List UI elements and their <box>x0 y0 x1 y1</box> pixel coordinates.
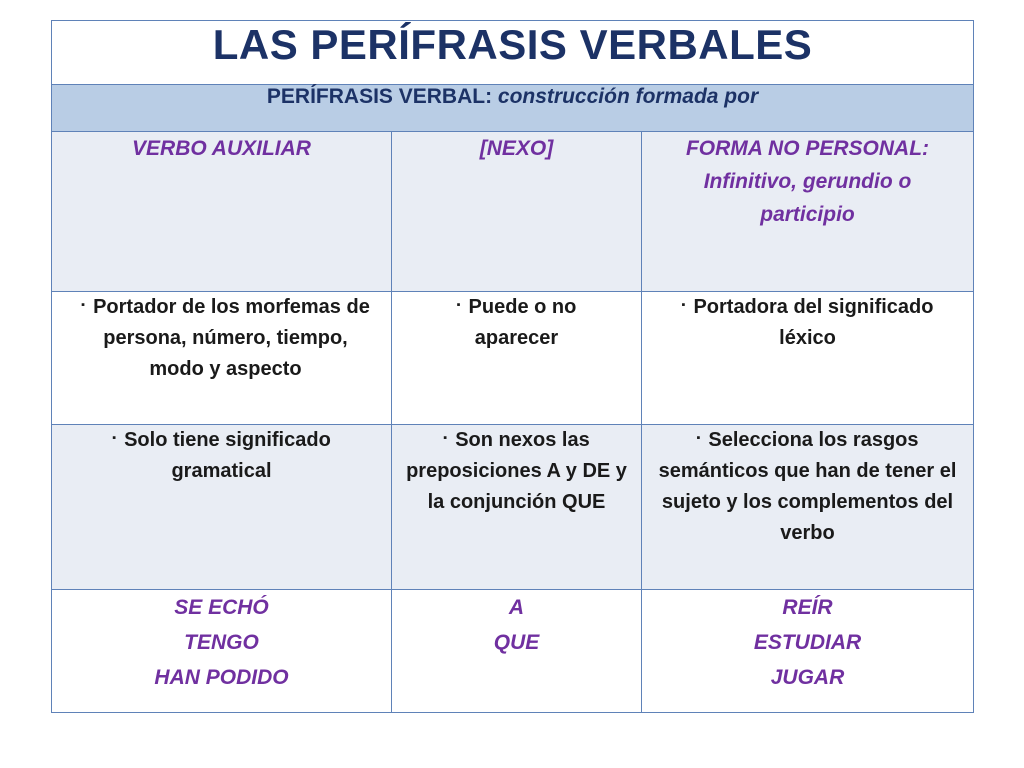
features-cell <box>52 425 392 590</box>
definition-row <box>52 85 974 132</box>
header-label: VERBO AUXILIAR <box>132 137 311 160</box>
bullet-text: Portador de los morfemas de persona, número, tiempo, modo y aspecto <box>93 296 370 381</box>
header-label: FORMA NO PERSONAL: Infinitivo, gerundio o participio <box>685 137 930 226</box>
bullet-icon: ▪ <box>456 299 461 312</box>
title-cell <box>52 21 974 85</box>
bullet-icon: ▪ <box>81 299 86 312</box>
example-item: SE ECHÓ <box>174 596 269 619</box>
example-item: TENGO <box>184 631 259 654</box>
header-forma-no-personal <box>642 132 974 292</box>
example-item: HAN PODIDO <box>154 666 289 689</box>
header-verbo-auxiliar <box>52 132 392 292</box>
example-item: QUE <box>493 631 540 654</box>
features-row-2 <box>52 425 974 590</box>
examples-nexo <box>392 590 642 713</box>
header-label: [NEXO] <box>479 137 554 160</box>
bullet-item <box>392 292 641 354</box>
bullet-text: Son nexos las preposiciones A y DE y la conjunción QUE <box>406 429 627 514</box>
perifrasis-table <box>51 20 974 713</box>
features-cell <box>642 425 974 590</box>
bullet-text: Solo tiene significado gramatical <box>124 429 331 483</box>
bullet-text: Portadora del significado léxico <box>693 296 934 350</box>
header-row <box>52 132 974 292</box>
examples-forma <box>642 590 974 713</box>
example-item: A <box>508 596 525 619</box>
bullet-icon: ▪ <box>681 299 686 312</box>
features-cell <box>392 292 642 425</box>
definition-cell <box>52 85 974 132</box>
bullet-icon: ▪ <box>696 432 701 445</box>
bullet-text: Puede o no aparecer <box>468 296 577 350</box>
features-cell <box>642 292 974 425</box>
example-item: ESTUDIAR <box>753 631 862 654</box>
definition-text: construcción formada por <box>497 85 759 108</box>
features-row-1 <box>52 292 974 425</box>
features-cell <box>52 292 392 425</box>
examples-auxiliar <box>52 590 392 713</box>
bullet-item <box>642 425 973 549</box>
title-row <box>52 21 974 85</box>
slide-title: LAS PERÍFRASIS VERBALES <box>212 21 813 68</box>
bullet-icon: ▪ <box>443 432 448 445</box>
examples-row <box>52 590 974 713</box>
example-item: REÍR <box>782 596 833 619</box>
header-nexo <box>392 132 642 292</box>
definition-term: PERÍFRASIS VERBAL: <box>266 85 493 108</box>
bullet-item <box>642 292 973 354</box>
bullet-item <box>392 425 641 518</box>
bullet-item <box>52 425 391 487</box>
bullet-item <box>52 292 391 385</box>
bullet-text: Selecciona los rasgos semánticos que han de tener el sujeto y los complementos del verbo <box>658 429 957 545</box>
example-item: JUGAR <box>770 666 845 689</box>
bullet-icon: ▪ <box>112 432 117 445</box>
features-cell <box>392 425 642 590</box>
